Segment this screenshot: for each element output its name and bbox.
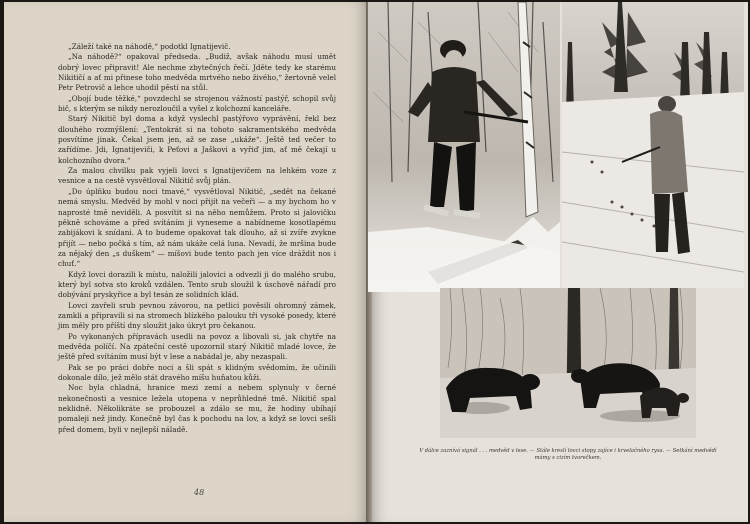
paragraph: Po vykonaných přípravách usedli na povoz a libovali si, jak chytře na medvěda políčí. Na zpáteční cestě upozornil starý Nikitič mladé lovce, že ještě před svítáním musí být v lese a nabádal je, aby nezaspali. (58, 331, 336, 362)
hunter-photo-image (368, 2, 560, 292)
paragraph: Pak se po práci dobře noci a šli spát s klidným svědomím, že učinili dokonale dílo, jež mělo stát dravého míšu huňatou kůži. (58, 362, 336, 382)
paragraph: „Obojí bude těžké,“ povzdechl se strojenou vážností pastýř, schopil svůj bič, s kterým se nikdy nerozloučil a vyšel z kolchozní kanceláře. (58, 93, 336, 114)
tracks-photo-image (562, 2, 744, 288)
page-text (58, 42, 336, 435)
hunter-photo (368, 2, 560, 292)
paragraph: Noc byla chladná, hranice mezi zemí a nebem splynuly v černé nekonečnosti a vesnice ležela utopena v neprůhledné tmě. Nikitič spal neklidně. Několikráte se probouzel a zdálo se mu, že hodiny ubíhají pomaleji než jindy. Konečně byl čas k pochodu na lov, a když se lovci sešli před domem, byli v nejlepší náladě. (58, 383, 336, 434)
paragraph: Starý Nikitič byl doma a když vyslechl pastýřovo vyprávění, řekl bez dlouhého rozmýšlení: „Tentokrát si na tohoto sakramentského medvěda posvítíme jinak. Čekal jsem jen, až se zase „ukáže“. Ještě ted večer to zařídíme. Jdi, Ignatijeviči, k Peťovi a Jaškovi a vyřiď jim, ať mě čekají u kolchozního dvora.“ (58, 114, 336, 165)
paragraph: „Do úplňku budou noci tmavé,“ vysvětloval Nikitič, „sedět na čekané nemá smyslu. Medvěd by mohl v noci přijít na večeři — a my bychom ho v naprosté tmě neviděli. A posvítit si na něho nemůžem. Proto si jalovičku pěkně schováme a před svítáním ji vyneseme a nabídneme kosotlapému zabijákovi k snídani. A to budeme opakovat tak dlouho, až si zvíře zvykne přijít — nebo počká s tím, až nám ukáže celá luna. Nevadí, že mršina bude za nějaký den „s duškem“ — míšovi bude tento pach jen více dráždit nos i chuť.“ (58, 186, 336, 269)
bears-photo-image (440, 288, 696, 438)
page-number: 48 (194, 488, 205, 497)
paragraph: Lovci zavřeli srub pevnou závorou, na petlici pověsili ohromný zámek, zamkli a připravili si na stromech blízkého palouku tři vysoké posedy, které jim měly pro příští dny sloužit jako úkryt pro čekanou. (58, 300, 336, 331)
photo-caption: V dálce zaznívá signál . . . medvěd v lese. — Stále kreslí lovci stopy zajíce i krvelačného rysa. — Setkání medvědí mámy s cizím tvorečkem. (419, 448, 717, 462)
paragraph: „Na náhodě?“ opakoval předseda. „Budiž, avšak náhodu musí umět dobrý lovec připravit! Ale nechme zbytečných řečí. Jděte tedy ke starému Nikitičí a ať mi přinese toho medvěda mrtvého nebo živého,“ žertovně velel Petr Petrovič a lehce uhodil pěstí na stůl. (58, 52, 336, 93)
left-page (4, 2, 370, 522)
bears-photo (440, 288, 696, 438)
paragraph: Když lovci dorazili k místu, naložili jalovici a odvezli ji do malého srubu, který byl sotva sto kroků vzdálen. Tento srub sloužil k úschově nářadí pro dobývání pryskyřice a byl tesán ze solidních klád. (58, 269, 336, 300)
paragraph: Za malou chvilku pak vyjeli lovci s Ignatijevičem na lehkém voze z vesnice a na cestě vysvětloval Nikitič svůj plán. (58, 166, 336, 186)
paragraph: „Záleží také na náhodě,“ podotkl Ignatijevič. (68, 42, 231, 51)
tracks-photo (562, 2, 744, 288)
